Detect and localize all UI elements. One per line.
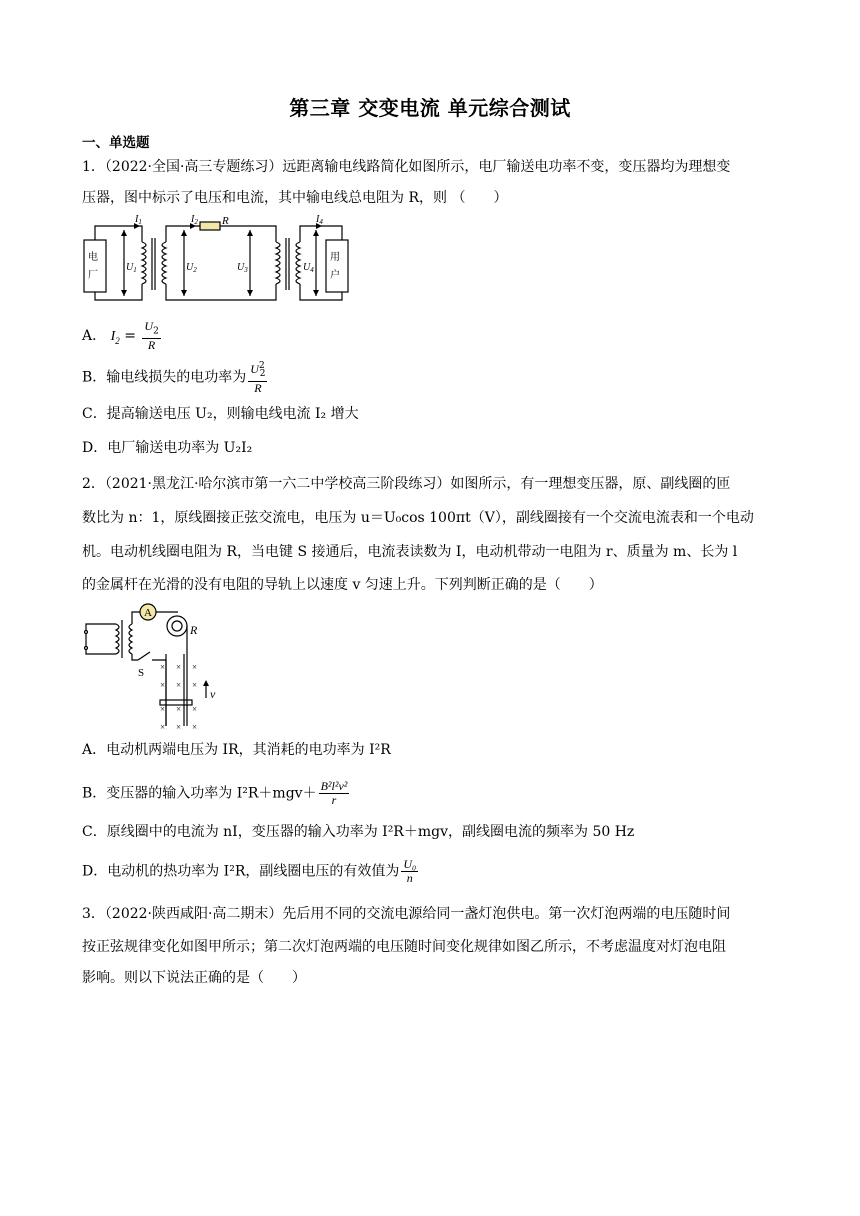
q2-option-b-fraction: $\frac{\text{B²l²v²}}{r}$ (320, 779, 348, 807)
svg-text:×: × (160, 704, 166, 714)
svg-text:×: × (176, 680, 182, 690)
q2-circuit-diagram (80, 602, 230, 732)
q1-voltage-label-2: $U_2$ (186, 262, 197, 274)
q2-option-c[interactable]: C．原线圈中的电流为 nI，变压器的输入功率为 I²R＋mgv，副线圈电流的频率为 50 Hz (82, 824, 635, 840)
q3-stem-line-1: 3．（2022·陕西咸阳·高二期末）先后用不同的交流电源给同一盏灯泡供电。第一次灯泡两端的电压随时间 (82, 906, 731, 922)
q1-resistor (200, 222, 220, 230)
q2-switch-label: S (138, 667, 145, 679)
q2-stem-line-4: 的金属杆在光滑的没有电阻的导轨上以速度 v 匀速上升。下列判断正确的是（ ） (82, 577, 603, 593)
q1-option-b[interactable]: B．输电线损失的电功率为 $\frac{U^2_2}{R}$ (82, 361, 266, 396)
q1-voltage-label-1: $U_1$ (126, 262, 137, 274)
q1-current-label-2: $I_2$ (191, 214, 198, 226)
q1-circuit-diagram (80, 214, 360, 304)
q2-option-b[interactable]: B．变压器的输入功率为 I²R＋mgv＋ $\frac{\text{B²l²v²}}{r}$ (82, 779, 348, 807)
q3-stem-line-2: 按正弦规律变化如图甲所示；第二次灯泡两端的电压随时间变化规律如图乙所示，不考虑温度对灯泡电阻 (82, 939, 726, 955)
q3-stem-line-3: 影响。则以下说法正确的是（ ） (82, 970, 306, 986)
svg-text:×: × (192, 722, 198, 732)
svg-text:×: × (176, 722, 182, 732)
q1-current-label-1: $I_1$ (135, 214, 142, 226)
q1-user-label-2: 户 (330, 270, 340, 281)
q1-voltage-label-4: $U_4$ (303, 262, 314, 274)
q2-velocity-label: v (210, 687, 216, 701)
q2-option-d-fraction: $\frac{\text{U₀}}{n}$ (403, 857, 417, 885)
q1-option-b-fraction: $\frac{U^2_2}{R}$ (250, 361, 266, 396)
svg-text:×: × (160, 680, 166, 690)
q1-option-a[interactable]: A． $I_2$ = $\frac{U_2}{R}$ (82, 319, 159, 353)
q1-plant-label-2: 厂 (88, 270, 98, 281)
section-heading: 一、单选题 (82, 135, 150, 151)
q2-stem-line-2: 数比为 n：1，原线圈接正弦交流电，电压为 u＝U₀cos 100πt（V），副线圈接有一个交流电流表和一个电动 (82, 510, 754, 526)
q1-voltage-label-3: $U_3$ (237, 262, 248, 274)
q1-stem-line-1: 1．（2022·全国·高三专题练习）远距离输电线路简化如图所示，电厂输送电功率不变，变压器均为理想变 (82, 159, 731, 175)
q2-stem-line-3: 机。电动机线圈电阻为 R，当电键 S 接通后，电流表读数为 I，电动机带动一电阻为 r、质量为 m、长为 l (82, 544, 738, 560)
q1-option-c[interactable]: C．提高输送电压 U₂，则输电线电流 I₂ 增大 (82, 406, 359, 422)
q2-option-a[interactable]: A．电动机两端电压为 IR，其消耗的电功率为 I²R (82, 742, 391, 758)
q1-option-d[interactable]: D．电厂输送电功率为 U₂I₂ (82, 440, 253, 456)
q1-stem-line-2: 压器，图中标示了电压和电流，其中输电线总电阻为 R，则 （ ） (82, 190, 508, 206)
svg-text:×: × (160, 722, 166, 732)
q2-ammeter-label: A (144, 607, 152, 619)
q1-plant-label-1: 电 (88, 252, 98, 263)
svg-text:×: × (176, 662, 182, 672)
svg-text:×: × (192, 662, 198, 672)
q2-resistor-label: R (190, 623, 198, 637)
svg-text:×: × (176, 704, 182, 714)
q1-current-label-4: $I_4$ (316, 214, 323, 226)
q2-option-d[interactable]: D．电动机的热功率为 I²R，副线圈电压的有效值为 $\frac{\text{U₀}}{n}$ (82, 857, 417, 885)
q1-resistor-label: R (222, 215, 229, 227)
q2-stem-line-1: 2．（2021·黑龙江·哈尔滨市第一六二中学校高三阶段练习）如图所示，有一理想变压器，原、副线圈的匝 (82, 476, 731, 492)
q1-option-a-fraction: $\frac{U_2}{R}$ (144, 319, 159, 353)
svg-text:×: × (160, 662, 166, 672)
svg-text:×: × (192, 680, 198, 690)
svg-text:×: × (192, 704, 198, 714)
q1-user-label-1: 用 (330, 252, 340, 263)
page-title: 第三章 交变电流 单元综合测试 (289, 96, 571, 120)
